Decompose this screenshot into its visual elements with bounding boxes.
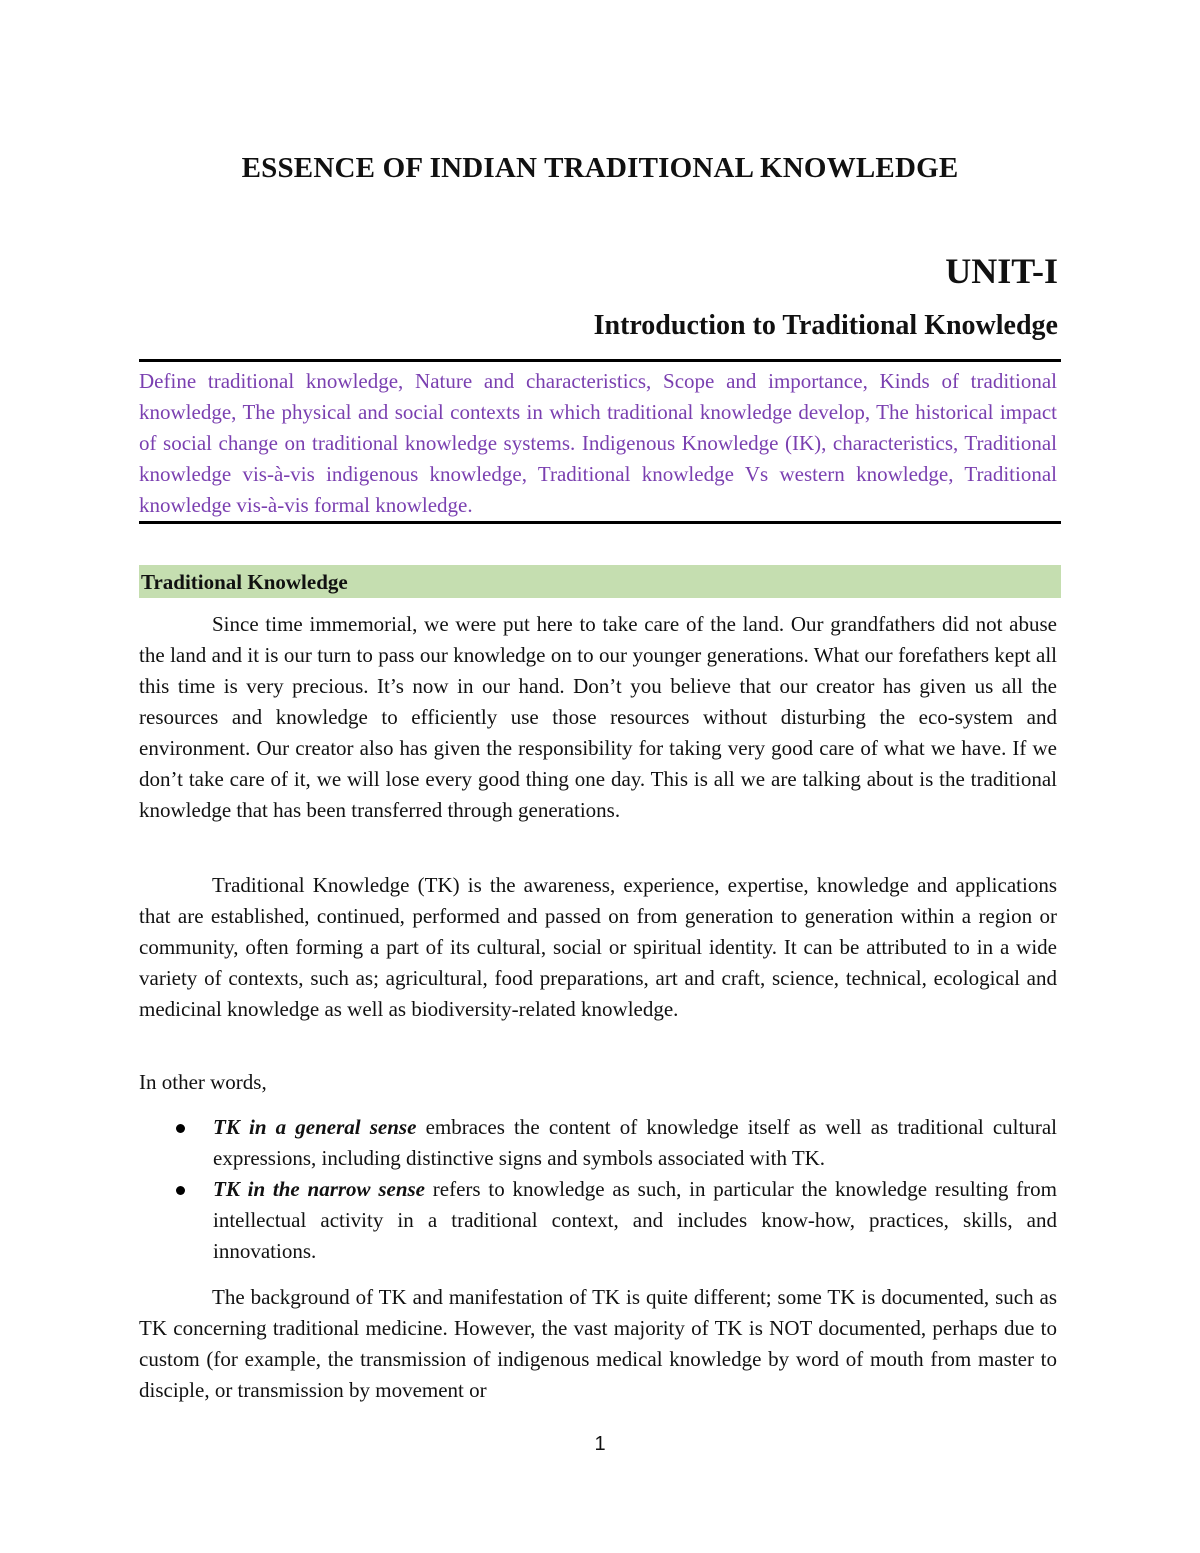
bullet-icon (176, 1124, 185, 1133)
syllabus-top-rule (139, 359, 1061, 362)
bullet-text: embraces the content of knowledge itself as well as traditional cultural expressions, including distinctive signs and symbols associated with TK. (213, 1115, 1058, 1170)
paragraph: Since time immemorial, we were put here to take care of the land. Our grandfathers did not abuse the land and it is our turn to pass our knowledge on to our younger generations. What our forefathers kept all this time is very precious. It’s now in our hand. Don’t you believe that our creator has given us all the resources and knowledge to efficiently use those resources without disturbing the eco-system and environment. Our creator also has given the responsibility for taking very good care of what we have. If we don’t take care of it, we will lose every good thing one day. This is all we are talking about is the traditional knowledge that has been transferred through generations. (139, 612, 1057, 822)
paragraph: In other words, (139, 1070, 267, 1094)
syllabus-summary: Define traditional knowledge, Nature and characteristics, Scope and importance, Kinds of traditional knowledge, The physical and social contexts in which traditional knowledge develop, The historical impact of social change on traditional knowledge systems. Indigenous Knowledge (IK), characteristics, Traditional knowledge vis-à-vis indigenous knowledge, Traditional knowledge Vs western knowledge, Traditional knowledge vis-à-vis formal knowledge. (139, 369, 1057, 517)
list-item (139, 1174, 1057, 1267)
paragraph: Traditional Knowledge (TK) is the awareness, experience, expertise, knowledge and applications that are established, continued, performed and passed on from generation to generation within a region or community, often forming a part of its cultural, social or spiritual identity. It can be attributed to in a wide variety of contexts, such as; agricultural, food preparations, art and craft, science, technical, ecological and medicinal knowledge as well as biodiversity-related knowledge. (139, 873, 1057, 1021)
section-heading: Traditional Knowledge (141, 570, 348, 594)
page-number: 1 (594, 1433, 606, 1455)
list-item (139, 1112, 1057, 1174)
unit-subtitle: Introduction to Traditional Knowledge (593, 310, 1058, 341)
paragraph: The background of TK and manifestation of TK is quite different; some TK is documented, such as TK concerning traditional medicine. However, the vast majority of TK is NOT documented, perhaps due to custom (for example, the transmission of indigenous medical knowledge by word of mouth from master to disciple, or transmission by movement or (139, 1285, 1057, 1402)
bullet-text: refers to knowledge as such, in particular the knowledge resulting from intellectual activity in a traditional context, and includes know-how, practices, skills, and innovations. (213, 1177, 1057, 1263)
bullet-term: TK in the narrow sense (213, 1177, 425, 1201)
bullet-icon (176, 1186, 185, 1195)
bullet-list (139, 1112, 1057, 1267)
bullet-term: TK in a general sense (213, 1115, 417, 1139)
syllabus-bottom-rule (139, 521, 1061, 524)
document-title: ESSENCE OF INDIAN TRADITIONAL KNOWLEDGE (241, 152, 959, 184)
unit-label: UNIT-I (945, 251, 1058, 291)
